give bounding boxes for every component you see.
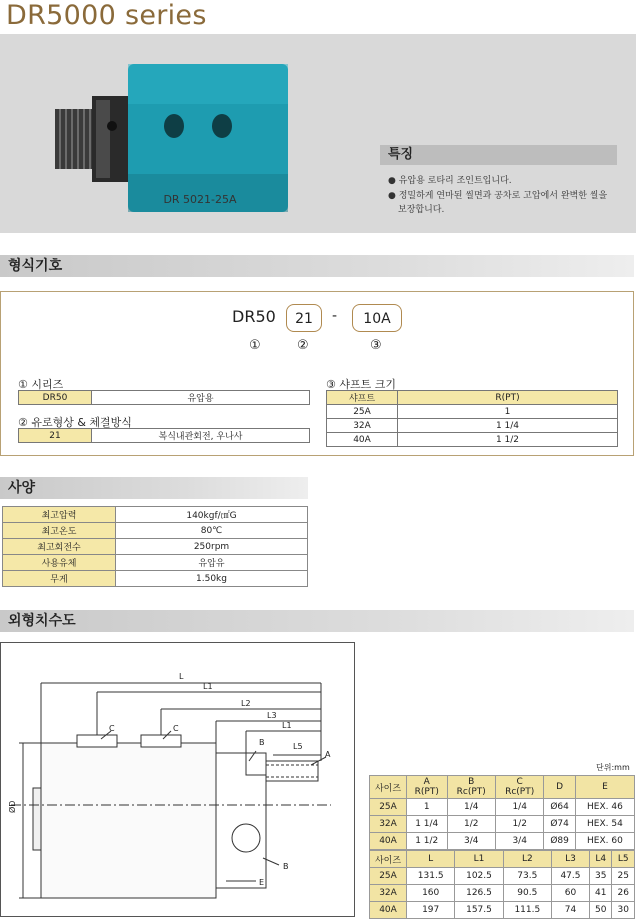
drawing-svg: [1, 643, 354, 916]
cell: 35: [589, 868, 611, 885]
cell: 40A: [370, 902, 407, 919]
dim-label-B: B: [283, 862, 289, 871]
position-marker-3: ③: [370, 338, 382, 353]
cell: 40A: [370, 833, 407, 850]
dim-label-C: C: [173, 724, 179, 733]
table-row: [370, 799, 635, 816]
cell: 47.5: [551, 868, 589, 885]
shaft-col2: R(PT): [398, 391, 618, 405]
table-row: [3, 523, 308, 539]
dim-label-E: E: [259, 878, 265, 887]
photo-caption: DR 5021-25A: [163, 193, 237, 206]
cell: 1/4: [495, 799, 543, 816]
dim-label-B: B: [259, 738, 265, 747]
dimensions-heading: 외형치수도: [0, 610, 634, 632]
table-row: [370, 833, 635, 850]
dims-table-1: [369, 775, 635, 850]
cell: Ø64: [544, 799, 575, 816]
cell: 126.5: [455, 885, 503, 902]
cell: 102.5: [455, 868, 503, 885]
cell: 50: [589, 902, 611, 919]
table-row: [370, 902, 635, 919]
flow-desc: 복식내관회전, 우나사: [92, 429, 310, 443]
series-table: [18, 390, 310, 405]
col-header: L5: [612, 851, 635, 868]
model-code-heading: 형식기호: [0, 255, 634, 277]
col-header: 사이즈: [370, 776, 407, 799]
spec-value: 250rpm: [116, 539, 308, 555]
flow-table: [18, 428, 310, 443]
cell: 25A: [370, 799, 407, 816]
table-row: [327, 405, 618, 419]
dim-label-C: C: [109, 724, 115, 733]
cell: 32A: [370, 885, 407, 902]
spec-value: 유압유: [116, 555, 308, 571]
spec-label: 최고회전수: [3, 539, 116, 555]
cell: 1: [407, 799, 448, 816]
unit-label: 단위:mm: [596, 763, 630, 772]
cell: 90.5: [503, 885, 551, 902]
flow-code: 21: [19, 429, 92, 443]
cell: Ø74: [544, 816, 575, 833]
col-header: L1: [455, 851, 503, 868]
page-title: DR5000 series: [6, 0, 207, 31]
cell: 1 1/4: [407, 816, 448, 833]
cell: 1 1/2: [407, 833, 448, 850]
dim-label-L1: L1: [203, 682, 213, 691]
table-row: [3, 539, 308, 555]
cell: 25A: [370, 868, 407, 885]
cell: 1/2: [495, 816, 543, 833]
model-prefix: DR50: [232, 307, 276, 326]
series-label: ① 시리즈: [18, 378, 64, 391]
cell: 26: [612, 885, 635, 902]
cell: 74: [551, 902, 589, 919]
dim-label-L5: L5: [293, 742, 303, 751]
dim-label-L3: L3: [267, 711, 277, 720]
table-row: [327, 419, 618, 433]
flow-label: ② 유로형상 & 체결방식: [18, 416, 132, 429]
shaft-col1: 샤프트: [327, 391, 398, 405]
table-row: [370, 816, 635, 833]
cell: 160: [407, 885, 455, 902]
cell: 197: [407, 902, 455, 919]
col-header: 사이즈: [370, 851, 407, 868]
col-header: L: [407, 851, 455, 868]
shaft-r: 1: [398, 405, 618, 419]
series-code: DR50: [19, 391, 92, 405]
col-header: L4: [589, 851, 611, 868]
shaft-r: 1 1/2: [398, 433, 618, 447]
shaft-size: 40A: [327, 433, 398, 447]
cell: 3/4: [495, 833, 543, 850]
spec-label: 사용유체: [3, 555, 116, 571]
cell: 73.5: [503, 868, 551, 885]
spec-label: 최고온도: [3, 523, 116, 539]
cell: HEX. 60: [575, 833, 634, 850]
feature-item: 보장합니다.: [398, 205, 445, 215]
table-row: [370, 868, 635, 885]
cell: 157.5: [455, 902, 503, 919]
dim-label-D: ØD: [8, 800, 17, 813]
spec-label: 최고압력: [3, 507, 116, 523]
spec-value: 1.50kg: [116, 571, 308, 587]
dim-label-L1b: L1: [282, 721, 292, 730]
cell: 41: [589, 885, 611, 902]
col-header: L3: [551, 851, 589, 868]
col-header: A R(PT): [407, 776, 448, 799]
col-header: C Rc(PT): [495, 776, 543, 799]
dimension-drawing: [0, 642, 355, 917]
shaft-table: [326, 390, 618, 447]
col-header: E: [575, 776, 634, 799]
model-dash: -: [332, 308, 338, 324]
cell: 32A: [370, 816, 407, 833]
cell: 131.5: [407, 868, 455, 885]
cell: 3/4: [447, 833, 495, 850]
cell: 1/2: [447, 816, 495, 833]
table-row: [3, 571, 308, 587]
shaft-size: 32A: [327, 419, 398, 433]
cell: 25: [612, 868, 635, 885]
shaft-r: 1 1/4: [398, 419, 618, 433]
cell: HEX. 54: [575, 816, 634, 833]
table-row: [3, 555, 308, 571]
cell: Ø89: [544, 833, 575, 850]
shaft-label: ③ 샤프트 크기: [326, 378, 396, 391]
spec-label: 무게: [3, 571, 116, 587]
dim-label-L: L: [179, 672, 184, 681]
dim-label-A: A: [325, 750, 331, 759]
col-header: L2: [503, 851, 551, 868]
feature-item: ● 정밀하게 연마된 씰면과 공차로 고압에서 완벽한 씰을: [388, 191, 608, 201]
feature-item: ● 유압용 로타리 조인트입니다.: [388, 176, 512, 186]
cell: 30: [612, 902, 635, 919]
position-marker-2: ②: [297, 338, 309, 353]
col-header: D: [544, 776, 575, 799]
cell: HEX. 46: [575, 799, 634, 816]
model-part3-box: 10A: [352, 304, 402, 332]
shaft-size: 25A: [327, 405, 398, 419]
series-desc: 유압용: [92, 391, 310, 405]
dim-label-L2: L2: [241, 699, 251, 708]
cell: 111.5: [503, 902, 551, 919]
table-row: [370, 885, 635, 902]
spec-value: 80℃: [116, 523, 308, 539]
col-header: B Rc(PT): [447, 776, 495, 799]
table-row: [3, 507, 308, 523]
spec-value: 140kgf/㎠G: [116, 507, 308, 523]
cell: 60: [551, 885, 589, 902]
position-marker-1: ①: [249, 338, 261, 353]
cell: 1/4: [447, 799, 495, 816]
spec-table: [2, 506, 308, 587]
spec-heading: 사양: [0, 477, 308, 499]
table-row: [327, 433, 618, 447]
model-part2-box: 21: [286, 304, 322, 332]
dims-table-2: [369, 850, 635, 919]
features-heading: 특징: [380, 145, 617, 165]
